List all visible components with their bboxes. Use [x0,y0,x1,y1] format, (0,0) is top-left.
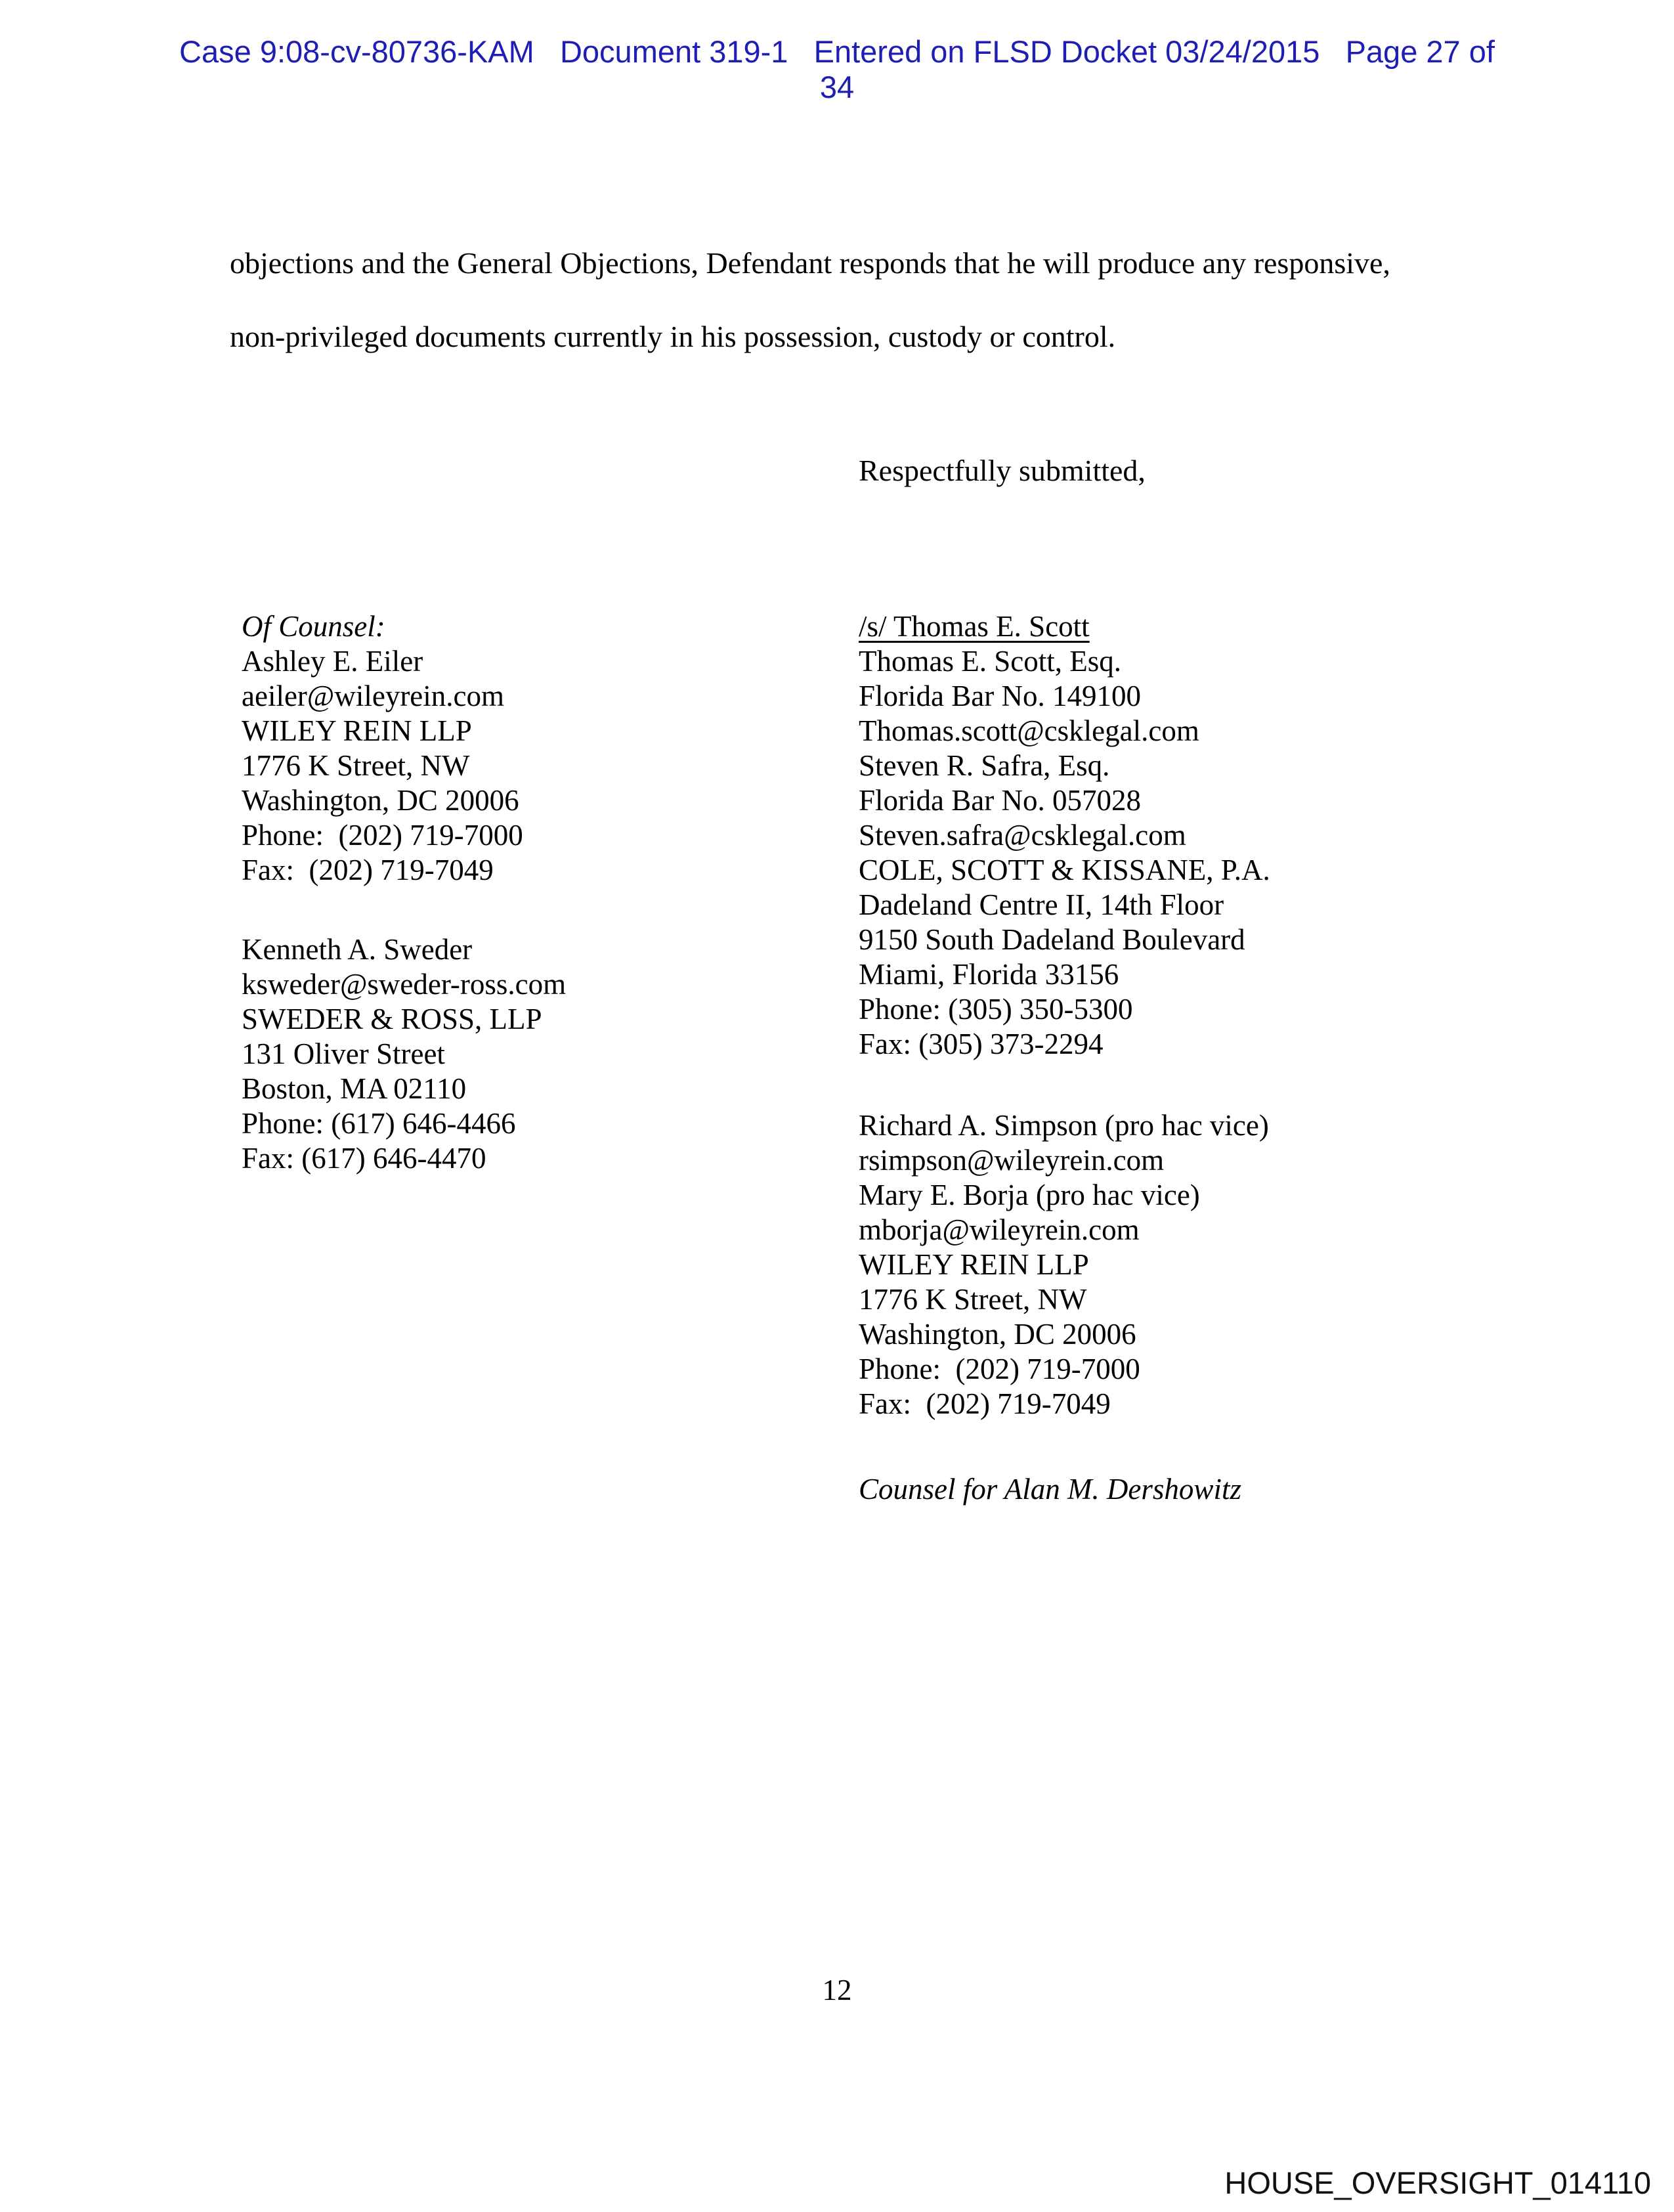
counsel-for-line: Counsel for Alan M. Dershowitz [859,1473,1241,1506]
address-line: mborja@wileyrein.com [859,1213,1140,1246]
address-line: 1776 K Street, NW [859,1283,1087,1316]
address-line: Steven.safra@csklegal.com [859,819,1186,852]
body-paragraph-line: non-privileged documents currently in his possession, custody or control. [230,320,1116,353]
address-line: 1776 K Street, NW [242,749,470,782]
bates-number: HOUSE_OVERSIGHT_014110 [1224,2165,1651,2200]
address-line: Phone: (202) 719-7000 [242,819,523,852]
address-line: Fax: (305) 373-2294 [859,1028,1104,1060]
address-line: aeiler@wileyrein.com [242,680,505,712]
page-number: 12 [822,1974,852,2006]
address-line: Mary E. Borja (pro hac vice) [859,1179,1200,1211]
address-line: WILEY REIN LLP [242,714,472,747]
body-paragraph-line: objections and the General Objections, Defendant responds that he will produce any responsive, [230,246,1390,280]
respectfully-submitted-line: Respectfully submitted, [859,454,1146,487]
address-line: Phone: (202) 719-7000 [859,1353,1140,1385]
address-line: Thomas.scott@csklegal.com [859,714,1199,747]
address-line: WILEY REIN LLP [859,1248,1089,1281]
address-line: 9150 South Dadeland Boulevard [859,923,1245,956]
address-line: Thomas E. Scott, Esq. [859,645,1121,678]
wiley-rein-block [859,1108,1269,1421]
case-header-line2: 34 [819,70,855,104]
address-line: Florida Bar No. 057028 [859,784,1141,817]
of-counsel-heading: Of Counsel: [242,610,385,643]
address-line: ksweder@sweder-ross.com [242,968,567,1001]
address-line: Washington, DC 20006 [242,784,519,817]
address-line: Ashley E. Eiler [242,645,423,678]
address-line: Phone: (305) 350-5300 [859,993,1133,1026]
signature-line: /s/ Thomas E. Scott [859,610,1090,643]
address-line: 131 Oliver Street [242,1037,445,1070]
body-paragraph [230,227,1477,374]
sweder-ross-block [242,932,566,1176]
address-line: COLE, SCOTT & KISSANE, P.A. [859,854,1270,886]
case-header [0,34,1674,105]
address-line: rsimpson@wileyrein.com [859,1144,1165,1177]
address-line: Washington, DC 20006 [859,1318,1136,1351]
address-line: Fax: (202) 719-7049 [242,854,494,886]
address-line: Richard A. Simpson (pro hac vice) [859,1109,1269,1142]
cole-scott-kissane-block [859,609,1270,1062]
address-line: Phone: (617) 646-4466 [242,1107,516,1140]
address-line: Boston, MA 02110 [242,1072,467,1105]
address-line: Florida Bar No. 149100 [859,680,1141,712]
address-line: Steven R. Safra, Esq. [859,749,1110,782]
address-line: Kenneth A. Sweder [242,933,473,966]
address-line: Fax: (202) 719-7049 [859,1387,1111,1420]
of-counsel-block [242,609,523,888]
address-line: Dadeland Centre II, 14th Floor [859,888,1224,921]
case-header-line1: Case 9:08-cv-80736-KAM Document 319-1 Entered on FLSD Docket 03/24/2015 Page 27 of [179,34,1495,69]
address-line: Miami, Florida 33156 [859,958,1119,991]
address-line: SWEDER & ROSS, LLP [242,1003,542,1035]
address-line: Fax: (617) 646-4470 [242,1142,486,1175]
